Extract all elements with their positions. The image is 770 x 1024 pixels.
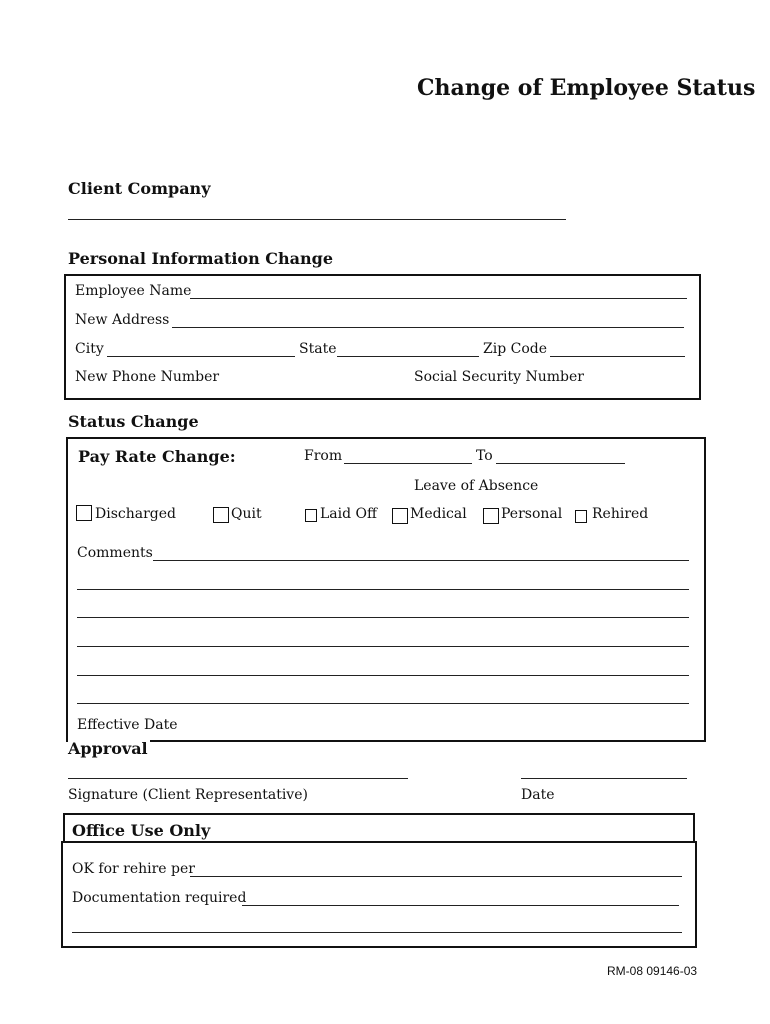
documentation-line-2[interactable] (72, 932, 682, 933)
quit-label: Quit (231, 506, 262, 522)
date-field[interactable] (521, 778, 687, 779)
signature-field[interactable] (68, 778, 408, 779)
zip-field[interactable] (550, 356, 685, 357)
form-number: RM-08 09146-03 (607, 964, 698, 978)
discharged-checkbox[interactable] (76, 505, 92, 521)
medical-checkbox[interactable] (392, 508, 408, 524)
new-address-field[interactable] (172, 327, 684, 328)
city-label: City (75, 341, 104, 357)
comments-line-1[interactable] (153, 560, 689, 561)
from-field[interactable] (344, 463, 472, 464)
quit-checkbox[interactable] (213, 507, 229, 523)
comments-line-6[interactable] (77, 703, 689, 704)
rehired-label: Rehired (592, 506, 649, 522)
comments-line-5[interactable] (77, 675, 689, 676)
ok-rehire-field[interactable] (190, 876, 682, 877)
status-change-heading: Status Change (68, 412, 199, 431)
personal-info-heading: Personal Information Change (68, 249, 334, 268)
rehired-checkbox[interactable] (575, 510, 587, 523)
personal-label: Personal (501, 506, 563, 522)
personal-checkbox[interactable] (483, 508, 499, 524)
laid-off-checkbox[interactable] (305, 509, 317, 522)
to-label: To (476, 448, 493, 464)
to-field[interactable] (496, 463, 625, 464)
employee-name-field[interactable] (190, 298, 687, 299)
state-field[interactable] (337, 356, 479, 357)
client-company-label: Client Company (68, 179, 211, 198)
phone-label: New Phone Number (75, 369, 220, 385)
ok-rehire-label: OK for rehire per (72, 861, 195, 877)
office-use-heading: Office Use Only (72, 821, 211, 840)
approval-heading: Approval (68, 739, 148, 758)
state-label: State (299, 341, 337, 357)
pay-rate-label: Pay Rate Change: (78, 447, 236, 466)
new-address-label: New Address (75, 312, 170, 328)
documentation-field[interactable] (242, 905, 679, 906)
comments-label: Comments (77, 545, 153, 561)
employee-name-label: Employee Name (75, 283, 192, 299)
documentation-label: Documentation required (72, 890, 247, 906)
medical-label: Medical (410, 506, 467, 522)
effective-date-label: Effective Date (77, 717, 178, 733)
page-title: Change of Employee Status (417, 75, 756, 101)
laid-off-label: Laid Off (320, 506, 377, 522)
zip-label: Zip Code (483, 341, 548, 357)
ssn-label: Social Security Number (414, 369, 584, 385)
discharged-label: Discharged (95, 506, 176, 522)
from-label: From (304, 448, 343, 464)
comments-line-4[interactable] (77, 646, 689, 647)
city-field[interactable] (107, 356, 295, 357)
comments-line-2[interactable] (77, 589, 689, 590)
leave-of-absence-label: Leave of Absence (414, 478, 539, 494)
comments-line-3[interactable] (77, 617, 689, 618)
signature-label: Signature (Client Representative) (68, 787, 308, 803)
client-company-field[interactable] (68, 219, 566, 220)
date-label: Date (521, 787, 555, 803)
